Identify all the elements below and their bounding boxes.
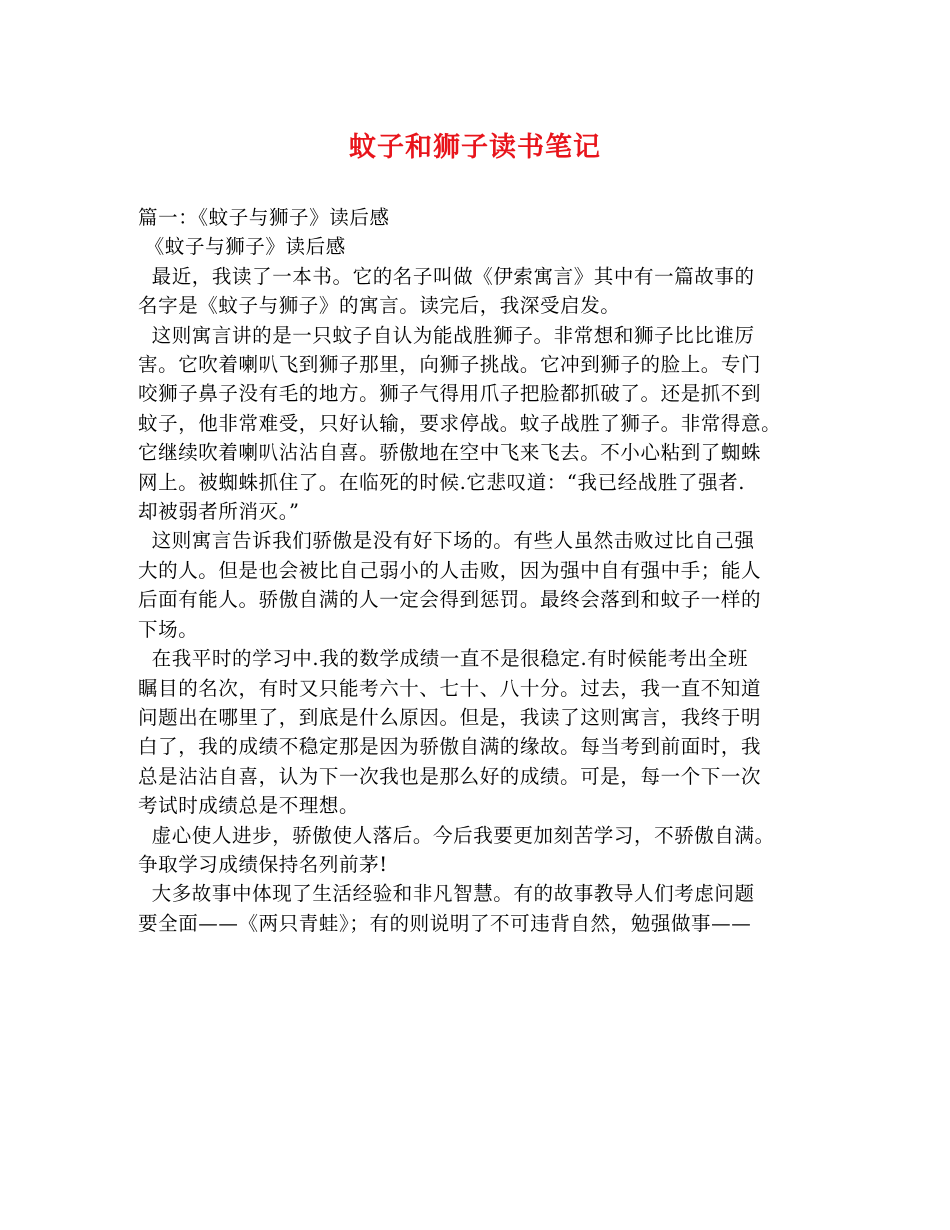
text-line: 它继续吹着喇叭沾沾自喜。骄傲地在空中飞来飞去。不小心粘到了蜘蛛: [138, 441, 762, 465]
text-line: 最近，我读了一本书。它的名子叫做《伊索寓言》其中有一篇故事的: [138, 264, 755, 288]
text-line: 篇一：《蚊子与狮子》读后感: [138, 206, 390, 229]
text-line: 名字是《蚊子与狮子》的寓言。读完后，我深受启发。: [138, 294, 621, 318]
text-line: 考试时成绩总是不理想。: [138, 794, 360, 818]
text-line: 争取学习成绩保持名列前茅!: [138, 852, 388, 876]
text-line: 大多故事中体现了生活经验和非凡智慧。有的故事教导人们考虑问题: [138, 882, 755, 906]
text-line: 要全面——《两只青蛙》；有的则说明了不可违背自然，勉强做事——: [138, 911, 752, 935]
text-line: 蚊子，他非常难受，只好认输，要求停战。蚊子战胜了狮子。非常得意。: [138, 411, 782, 435]
text-line: 后面有能人。骄傲自满的人一定会得到惩罚。最终会落到和蚊子一样的: [138, 588, 762, 612]
text-line: 却被弱者所消灭。”: [138, 500, 300, 524]
text-line: 《蚊子与狮子》读后感: [138, 235, 346, 259]
text-line: 虚心使人进步，骄傲使人落后。今后我要更加刻苦学习，不骄傲自满。: [138, 823, 775, 847]
text-line: 瞩目的名次，有时又只能考六十、七十、八十分。过去，我一直不知道: [138, 676, 762, 700]
text-line: 这则寓言讲的是一只蚊子自认为能战胜狮子。非常想和狮子比比谁厉: [138, 323, 755, 347]
text-line: 这则寓言告诉我们骄傲是没有好下场的。有些人虽然击败过比自己强: [138, 529, 755, 553]
document-body: [138, 203, 823, 938]
text-line: 在我平时的学习中.我的数学成绩一直不是很稳定.有时候能考出全班: [138, 647, 749, 671]
text-line: 下场。: [138, 617, 199, 641]
text-line: 总是沾沾自喜，认为下一次我也是那么好的成绩。可是，每一个下一次: [138, 764, 762, 788]
text-line: 网上。被蜘蛛抓住了。在临死的时候.它悲叹道：“我已经战胜了强者.: [138, 470, 746, 494]
text-line: 害。它吹着喇叭飞到狮子那里，向狮子挑战。它冲到狮子的脸上。专门: [138, 353, 762, 377]
text-line: 问题出在哪里了，到底是什么原因。但是，我读了这则寓言，我终于明: [138, 705, 762, 729]
document-title: 蚊子和狮子读书笔记: [349, 132, 601, 163]
text-line: 咬狮子鼻子没有毛的地方。狮子气得用爪子把脸都抓破了。还是抓不到: [138, 382, 762, 406]
text-line: 大的人。但是也会被比自己弱小的人击败，因为强中自有强中手；能人: [138, 558, 762, 582]
text-line: 白了，我的成绩不稳定那是因为骄傲自满的缘故。每当考到前面时，我: [138, 735, 762, 759]
